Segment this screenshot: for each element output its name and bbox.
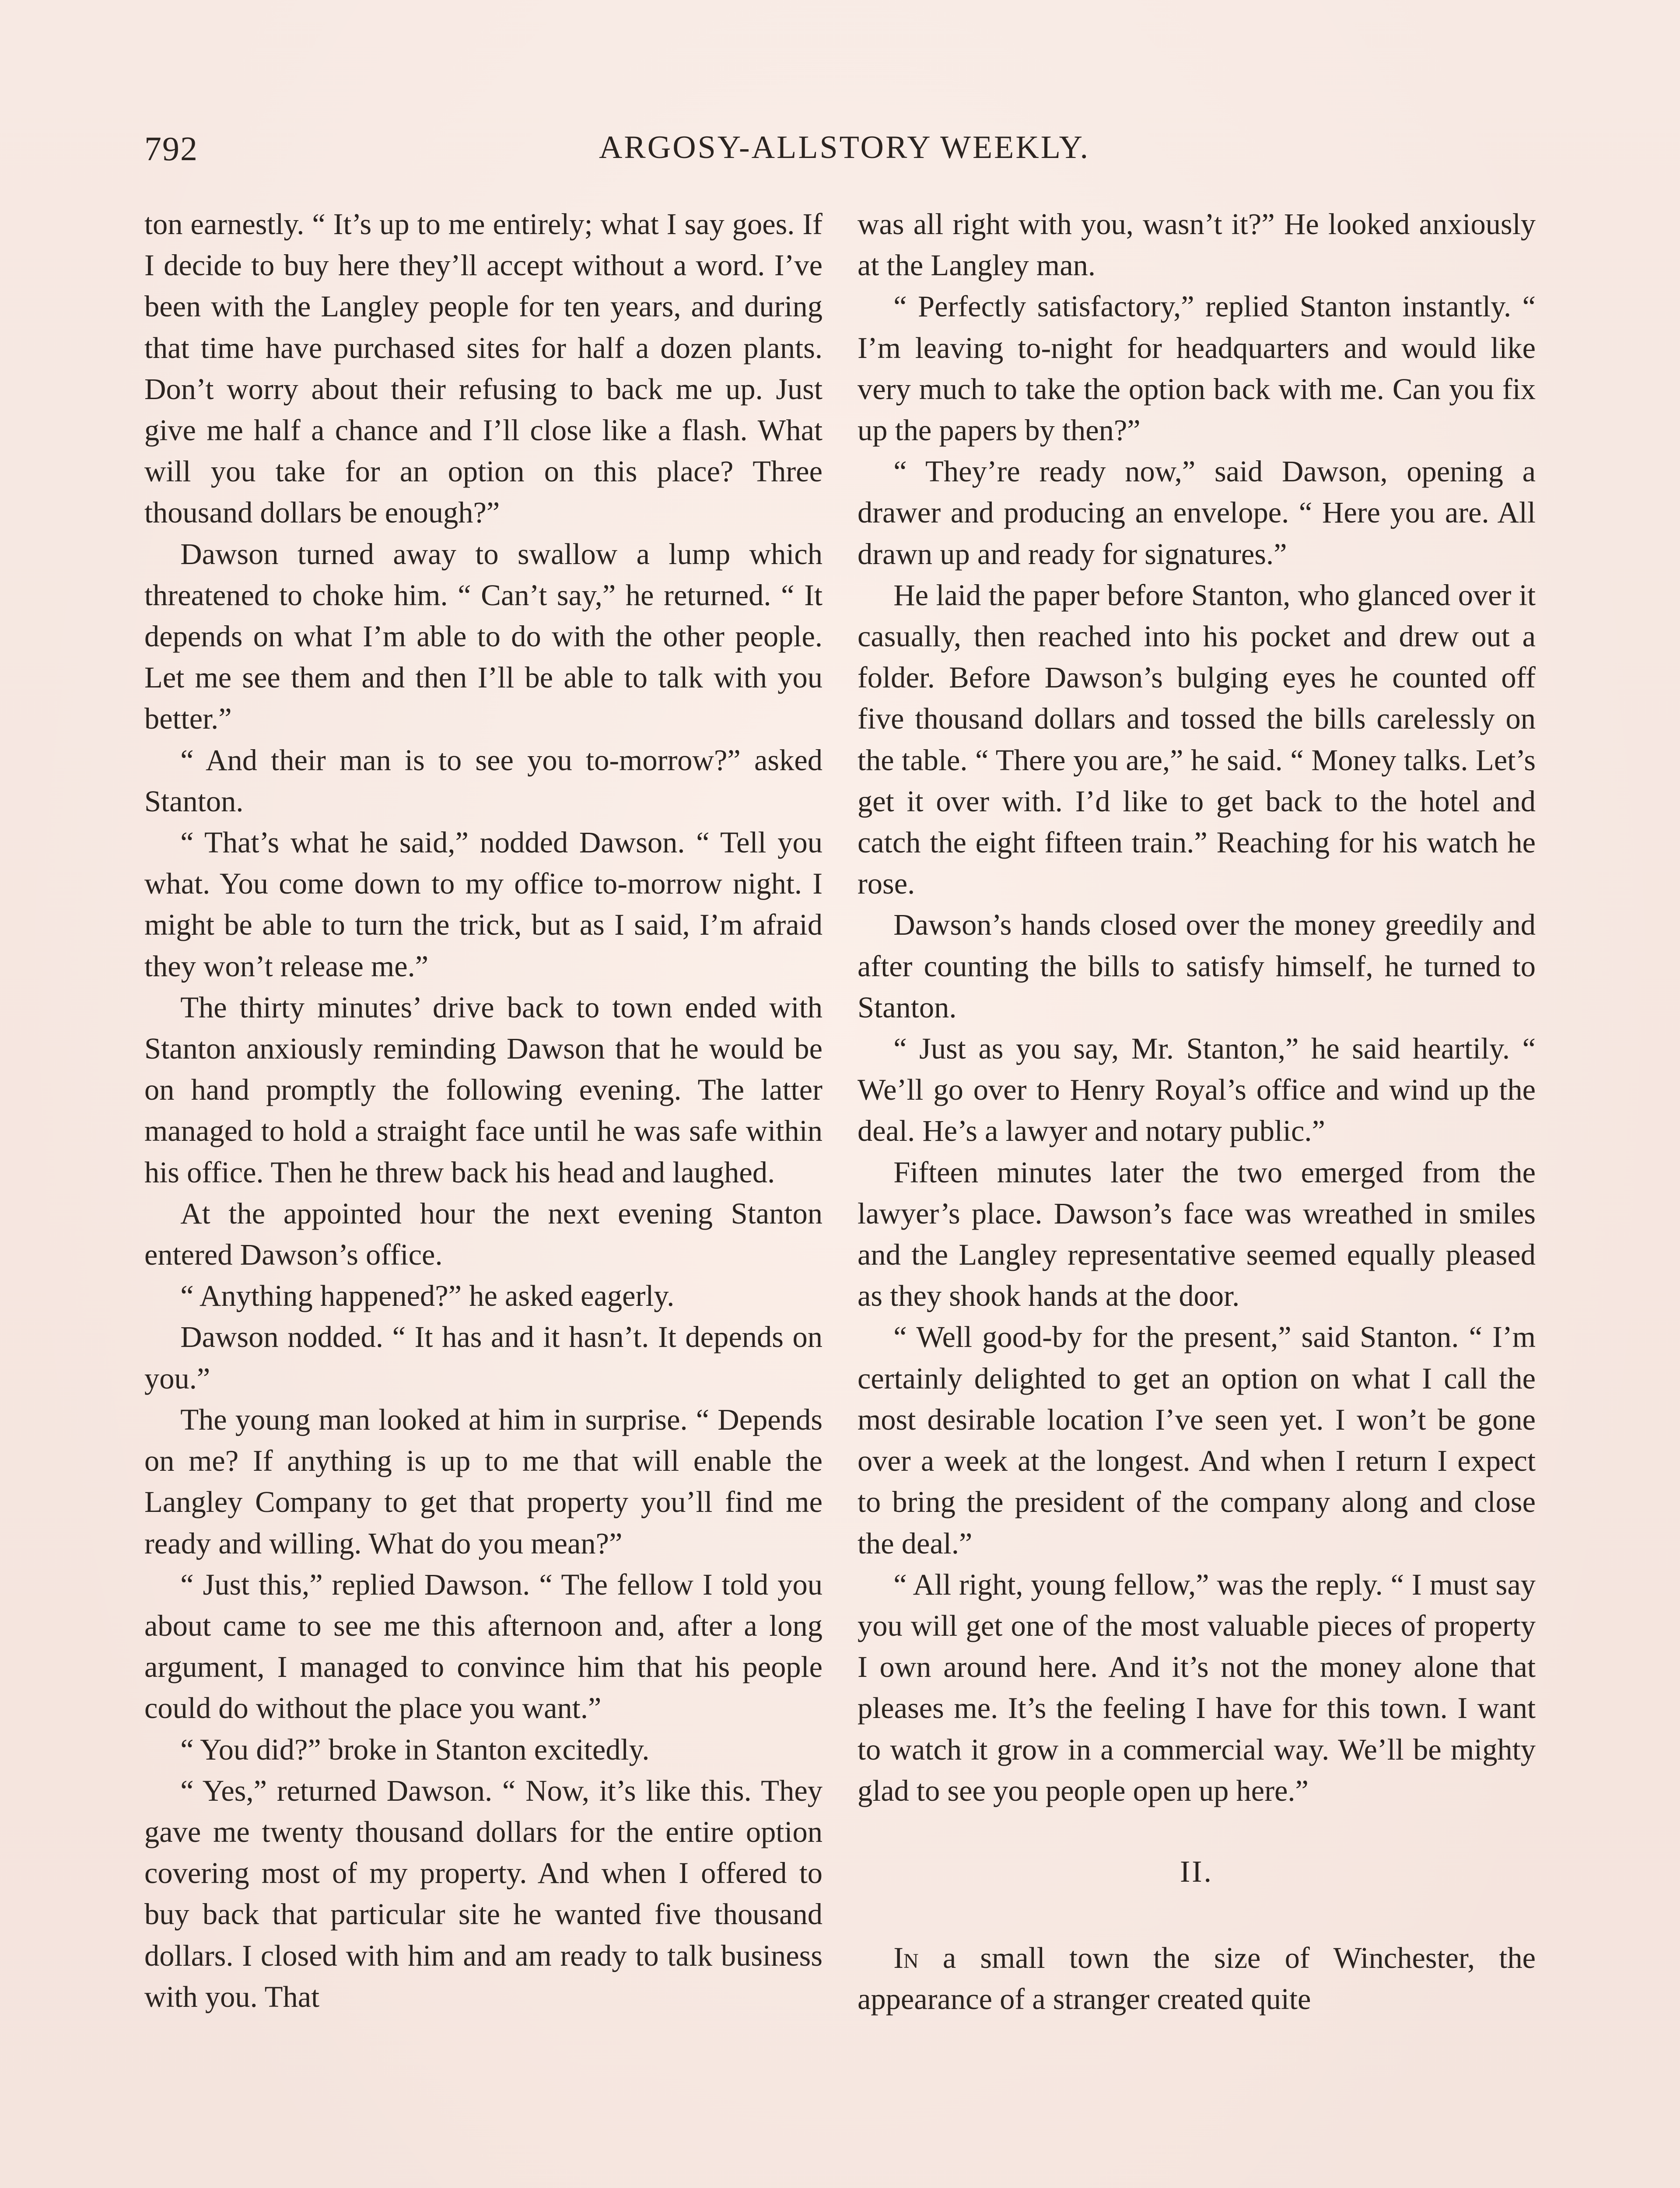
paragraph: “ They’re ready now,” said Dawson, opening a drawer and producing an envelope. “ Here you are. All drawn up and ready for signatures.” <box>858 455 1536 571</box>
paragraph: “ Well good-by for the present,” said Stanton. “ I’m certainly delighted to get an option on what I call the most desirable location I’ve seen yet. I won’t be gone over a week at the longest. And when I return I expect to bring the president of the company along and close the deal.” <box>858 1320 1536 1560</box>
paragraph: The young man looked at him in surprise. “ Depends on me? If anything is up to me that will enable the Langley Company to get that property you’ll find me ready and willing. What do you mean?” <box>144 1403 822 1560</box>
left-column <box>144 203 822 2017</box>
paragraph: The thirty minutes’ drive back to town ended with Stanton anxiously reminding Dawson that he would be on hand promptly the following evening. The latter managed to hold a straight face until he was safe within his office. Then he threw back his head and laughed. <box>144 990 822 1189</box>
paragraph: “ Yes,” returned Dawson. “ Now, it’s like this. They gave me twenty thousand dollars for the entire option covering most of my property. And when I offered to buy back that particular site he wanted five thousand dollars. I closed with him and am ready to talk business with you. That <box>144 1774 822 2013</box>
paragraph: “ Perfectly satisfactory,” replied Stanton instantly. “ I’m leaving to-night for headquarters and would like very much to take the option back with me. Can you fix up the papers by then?” <box>858 290 1536 447</box>
paragraph: “ That’s what he said,” nodded Dawson. “ Tell you what. You come down to my office to-morrow night. I might be able to turn the trick, but as I said, I’m afraid they won’t release me.” <box>144 826 822 983</box>
paragraph: “ Anything happened?” he asked eagerly. <box>180 1279 675 1313</box>
page-header <box>144 129 1544 177</box>
paragraph: “ And their man is to see you to-morrow?” asked Stanton. <box>144 743 822 818</box>
right-column <box>858 203 1536 2020</box>
section-opening-paragraph <box>858 1937 1536 2020</box>
paragraph: “ You did?” broke in Stanton excitedly. <box>180 1732 650 1766</box>
paragraph: Dawson’s hands closed over the money greedily and after counting the bills to satisfy himself, he turned to Stanton. <box>858 908 1536 1024</box>
paragraph: Dawson turned away to swallow a lump which threatened to choke him. “ Can’t say,” he returned. “ It depends on what I’m able to do with the other people. Let me see them and then I’ll be able to talk with you better.” <box>144 537 822 736</box>
paragraph: At the appointed hour the next evening Stanton entered Dawson’s office. <box>144 1196 822 1272</box>
paragraph: He laid the paper before Stanton, who glanced over it casually, then reached into his pocket and drew out a folder. Before Dawson’s bulging eyes he counted off five thousand dollars and tossed the bills carelessly on the table. “ There you are,” he said. “ Money talks. Let’s get it over with. I’d like to get back to the hotel and catch the eight fifteen train.” Reaching for his watch he rose. <box>858 578 1536 901</box>
page-number: 792 <box>144 130 198 168</box>
section-number: II. <box>1180 1855 1214 1889</box>
section-opening-text: a small town the size of Winchester, the appearance of a stranger created quite <box>858 1941 1536 2016</box>
paragraph: was all right with you, wasn’t it?” He looked anxiously at the Langley man. <box>858 207 1536 282</box>
paragraph: ton earnestly. “ It’s up to me entirely; what I say goes. If I decide to buy here they’ll accept without a word. I’ve been with the Langley people for ten years, and during that time have purchased sites for half a dozen plants. Don’t worry about their refusing to back me up. Just give me half a chance and I’ll close like a flash. What will you take for an option on this place? Three thousand dollars be enough?” <box>144 207 822 529</box>
paragraph: “ All right, young fellow,” was the reply. “ I must say you will get one of the most valuable pieces of property I own around here. And it’s not the money alone that pleases me. It’s the feeling I have for this town. I want to watch it grow in a commercial way. We’ll be mighty glad to see you people open up here.” <box>858 1567 1536 1807</box>
paragraph: “ Just this,” replied Dawson. “ The fellow I told you about came to see me this afternoon and, after a long argument, I managed to convince him that his people could do without the place you want.” <box>144 1567 822 1725</box>
running-title: ARGOSY-ALLSTORY WEEKLY. <box>598 130 1090 165</box>
section-lead-word: In <box>893 1941 919 1975</box>
paragraph: Fifteen minutes later the two emerged from the lawyer’s place. Dawson’s face was wreathed in smiles and the Langley representative seemed equally pleased as they shook hands at the door. <box>858 1155 1536 1313</box>
paragraph: Dawson nodded. “ It has and it hasn’t. It depends on you.” <box>144 1320 822 1395</box>
paragraph: “ Just as you say, Mr. Stanton,” he said heartily. “ We’ll go over to Henry Royal’s office and wind up the deal. He’s a lawyer and notary public.” <box>858 1032 1536 1148</box>
